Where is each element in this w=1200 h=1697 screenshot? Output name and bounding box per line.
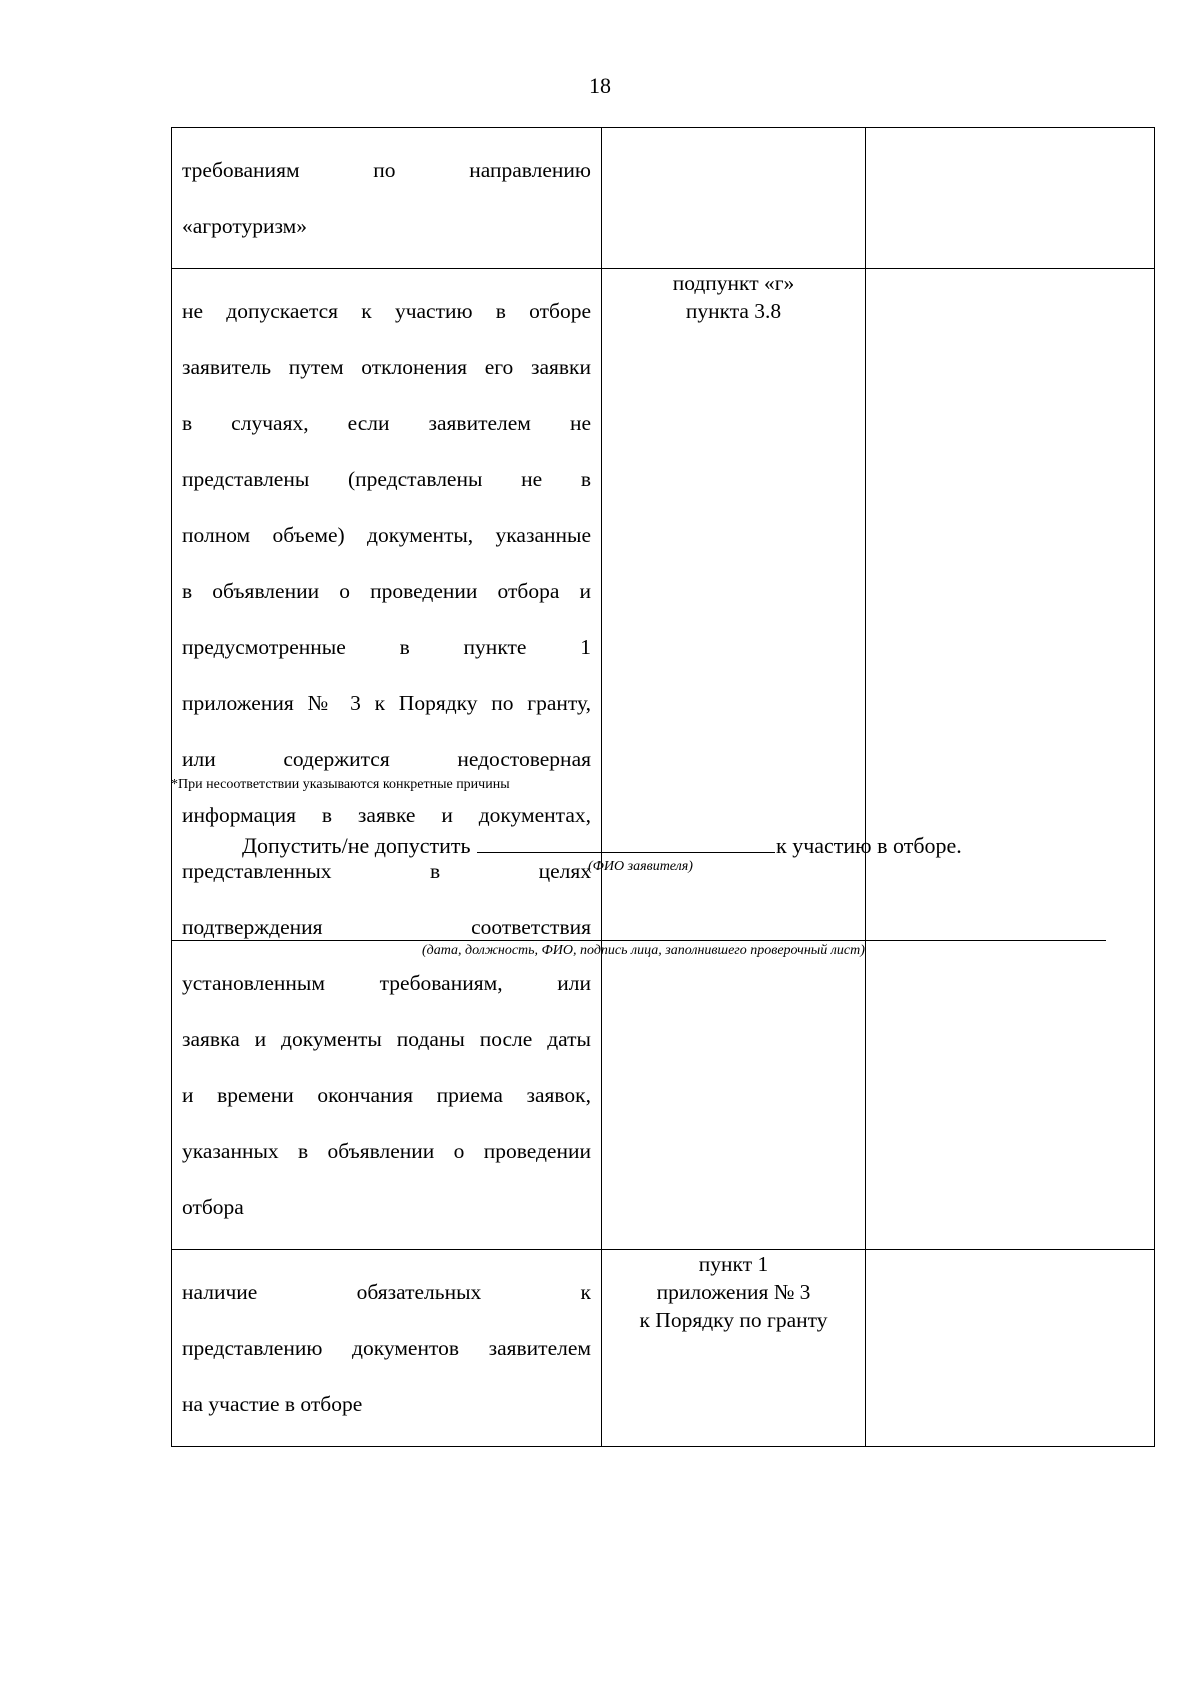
signature-caption: (дата, должность, ФИО, подпись лица, заполнившего проверочный лист) [422, 943, 865, 958]
result-cell [866, 269, 1155, 1250]
criterion-line: указанных в объявлении о проведении [182, 1139, 591, 1163]
reference-cell [602, 1250, 866, 1447]
criterion-line: отбора [182, 1195, 244, 1219]
signature-line[interactable] [171, 940, 1106, 941]
reference-cell [602, 269, 866, 1250]
table-row [172, 128, 1155, 269]
criterion-line: заявитель путем отклонения его заявки [182, 355, 591, 379]
criterion-line: наличие обязательных к [182, 1280, 591, 1304]
admit-decision-line [242, 830, 962, 860]
criterion-cell [172, 1250, 602, 1447]
criterion-line: на участие в отборе [182, 1392, 363, 1416]
criterion-line: «агротуризм» [182, 214, 307, 238]
table-row [172, 1250, 1155, 1447]
applicant-name-caption: (ФИО заявителя) [588, 859, 693, 874]
reference-line: к Порядку по гранту [639, 1308, 828, 1332]
reference-line: пункта 3.8 [685, 299, 782, 323]
admit-suffix: к участию в отборе. [776, 833, 962, 858]
reference-line: пункт 1 [698, 1252, 769, 1276]
result-cell [866, 1250, 1155, 1447]
criterion-line: в объявлении о проведении отбора и [182, 579, 591, 603]
reference-cell [602, 128, 866, 269]
criterion-line: приложения № 3 к Порядку по гранту, [182, 691, 591, 715]
criterion-line: и времени окончания приема заявок, [182, 1083, 591, 1107]
criterion-line: подтверждения соответствия [182, 915, 591, 939]
criterion-line: представлены (представлены не в [182, 467, 591, 491]
criterion-cell [172, 128, 602, 269]
result-cell [866, 128, 1155, 269]
criterion-cell [172, 269, 602, 1250]
reference-line: подпункт «г» [672, 271, 795, 295]
criterion-line: полном объеме) документы, указанные [182, 523, 591, 547]
criterion-line: установленным требованиям, или [182, 971, 591, 995]
criterion-line: в случаях, если заявителем не [182, 411, 591, 435]
reference-line: приложения № 3 [656, 1280, 811, 1304]
criterion-line: или содержится недостоверная [182, 747, 591, 771]
criterion-line: представленных в целях [182, 859, 591, 883]
criterion-line: предусмотренные в пункте 1 [182, 635, 591, 659]
criterion-line: не допускается к участию в отборе [182, 299, 591, 323]
criterion-line: требованиям по направлению [182, 158, 591, 182]
criterion-line: информация в заявке и документах, [182, 803, 591, 827]
footnote: *При несоответствии указываются конкретные причины [171, 777, 510, 792]
applicant-name-blank[interactable] [477, 830, 775, 853]
page-number: 18 [589, 73, 611, 98]
admit-prefix: Допустить/не допустить [242, 833, 471, 858]
table-row [172, 269, 1155, 1250]
criterion-line: представлению документов заявителем [182, 1336, 591, 1360]
criterion-line: заявка и документы поданы после даты [182, 1027, 591, 1051]
